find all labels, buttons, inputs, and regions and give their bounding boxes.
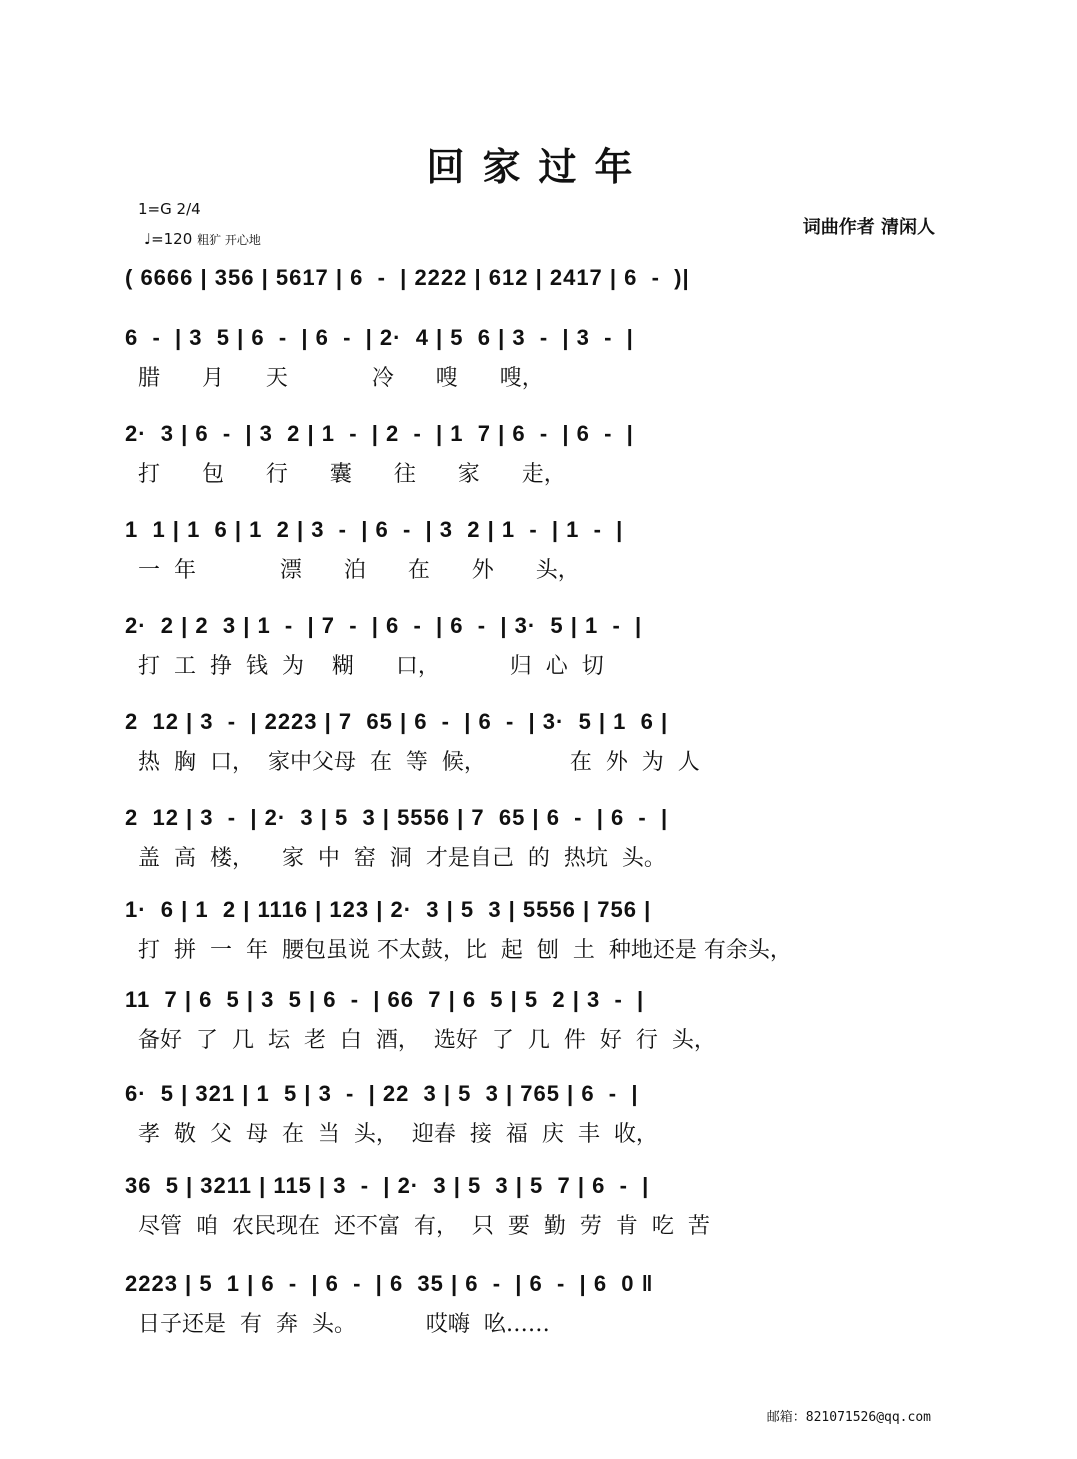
key-label: 1=G: [138, 200, 172, 218]
notation-line: 1 1 | 1 6 | 1 2 | 3 - | 6 - | 3 2 | 1 - | 1 - |: [125, 517, 624, 542]
composer-credit: 词曲作者 清闲人: [802, 217, 935, 238]
notation-line: 2· 2 | 2 3 | 1 - | 7 - | 6 - | 6 - | 3· 5 | 1 - |: [125, 613, 643, 638]
song-title: 回家过年: [426, 144, 651, 189]
lyric-line: 热 胸 口， 家中父母 在 等 候， 在 外 为 人: [138, 750, 700, 775]
time-signature: 2/4: [176, 200, 201, 218]
notation-line: 2· 3 | 6 - | 3 2 | 1 - | 2 - | 1 7 | 6 - | 6 - |: [125, 421, 634, 446]
lyric-line: 盖 高 楼， 家 中 窑 洞 才是自己 的 热坑 头。: [138, 846, 666, 871]
lyric-line: 孝 敬 父 母 在 当 头， 迎春 接 福 庆 丰 收，: [138, 1122, 658, 1147]
notation-line: 6 - | 3 5 | 6 - | 6 - | 2· 4 | 5 6 | 3 - | 3 - |: [125, 325, 634, 350]
notation-line: 1· 6 | 1 2 | 1116 | 123 | 2· 3 | 5 3 | 5556 | 756 |: [125, 897, 652, 922]
lyric-line: 尽管 咱 农民现在 还不富 有， 只 要 勤 劳 肯 吃 苦: [138, 1214, 710, 1239]
lyric-line: 一 年 漂 泊 在 外 头，: [138, 558, 580, 583]
notation-line: ( 6666 | 356 | 5617 | 6 - | 2222 | 612 | 2417 | 6 - )|: [125, 265, 690, 290]
lyric-line: 打 拼 一 年 腰包虽说 不太鼓，比 起 刨 土 种地还是 有余头，: [138, 938, 792, 963]
notation-line: 11 7 | 6 5 | 3 5 | 6 - | 66 7 | 6 5 | 5 2 | 3 - |: [125, 987, 645, 1012]
notation-line: 6· 5 | 321 | 1 5 | 3 - | 22 3 | 5 3 | 765 | 6 - |: [125, 1081, 639, 1106]
notation-line: 2 12 | 3 - | 2· 3 | 5 3 | 5556 | 7 65 | 6 - | 6 - |: [125, 805, 669, 830]
notation-line: 2223 | 5 1 | 6 - | 6 - | 6 35 | 6 - | 6 - | 6 0 ‖: [125, 1271, 654, 1296]
lyric-line: 腊 月 天 冷 嗖 嗖，: [138, 366, 544, 391]
notation-line: 2 12 | 3 - | 2223 | 7 65 | 6 - | 6 - | 3· 5 | 1 6 |: [125, 709, 669, 734]
contact-email: 邮箱：821071526@qq.com: [766, 1410, 931, 1425]
tempo-marking: [144, 230, 261, 248]
expression-text: 粗犷 开心地: [197, 233, 261, 247]
tempo-value: ♩=120: [144, 230, 193, 248]
lyric-line: 打 包 行 囊 往 家 走，: [138, 462, 566, 487]
lyric-line: 打 工 挣 钱 为 糊 口， 归 心 切: [138, 654, 604, 679]
lyric-line: 日子还是 有 奔 头。 哎嗨 吆……: [138, 1312, 550, 1337]
notation-line: 36 5 | 3211 | 115 | 3 - | 2· 3 | 5 3 | 5 7 | 6 - |: [125, 1173, 650, 1198]
key-signature: [138, 200, 201, 218]
lyric-line: 备好 了 几 坛 老 白 酒， 选好 了 几 件 好 行 头，: [138, 1028, 716, 1053]
